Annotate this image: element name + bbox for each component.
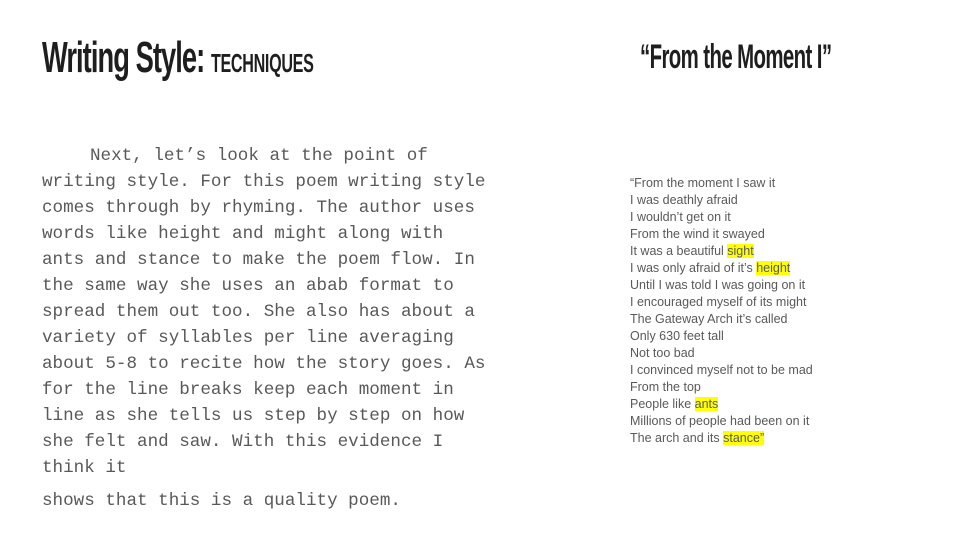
poem-line xyxy=(630,209,813,226)
poem-line xyxy=(630,362,813,379)
poem-line xyxy=(630,345,813,362)
poem-lines xyxy=(630,175,813,447)
poem-line xyxy=(630,311,813,328)
poem-line-text: Only 630 feet tall xyxy=(630,329,724,343)
highlighted-word: ants xyxy=(694,397,719,411)
poem-line-text: People like xyxy=(630,397,695,411)
poem-line-text: I was only afraid of it’s xyxy=(630,261,757,275)
body-paragraph: Next, let’s look at the point of writing style. For this poem writing style comes through by rhyming. The author uses words like height and might along with ants and stance to make the poem flow. In the same way she uses an abab format to spread them out too. She also has about a variety of syllables per line averaging about 5-8 to recite how the story goes. As for the line breaks keep each moment in line as she tells us step by step on how she felt and saw. With this evidence I think it xyxy=(42,146,496,478)
poem-line xyxy=(630,328,813,345)
body-last-line: shows that this is a quality poem. xyxy=(42,491,401,511)
highlighted-word: height xyxy=(756,261,791,275)
poem-line-text: The Gateway Arch it’s called xyxy=(630,312,788,326)
poem-line-text: It was a beautiful xyxy=(630,244,728,258)
poem-line-text: Until I was told I was going on it xyxy=(630,278,806,292)
poem-line-text: “From the moment I saw it xyxy=(630,176,776,190)
slide-title-sub: TECHNIQUES xyxy=(210,48,314,78)
poem-line-text: I wouldn’t get on it xyxy=(630,210,731,224)
poem-line xyxy=(630,243,813,260)
poem-line xyxy=(630,430,813,447)
poem-line xyxy=(630,413,813,430)
poem-title: “From the Moment I” xyxy=(640,38,832,76)
poem-line-text: I was deathly afraid xyxy=(630,193,738,207)
poem-line xyxy=(630,396,813,413)
highlighted-word: stance” xyxy=(723,431,765,445)
highlighted-word: sight xyxy=(727,244,754,258)
poem-line-text: From the wind it swayed xyxy=(630,227,765,241)
poem-line xyxy=(630,260,813,277)
slide-title xyxy=(42,33,314,82)
poem-line xyxy=(630,379,813,396)
poem-line xyxy=(630,192,813,209)
poem-line-text: I convinced myself not to be mad xyxy=(630,363,813,377)
poem-line-text: The arch and its xyxy=(630,431,724,445)
poem-line-text: Not too bad xyxy=(630,346,695,360)
poem-line xyxy=(630,175,813,192)
poem-line xyxy=(630,226,813,243)
poem-line xyxy=(630,294,813,311)
poem-line xyxy=(630,277,813,294)
poem-line-text: I encouraged myself of its might xyxy=(630,295,807,309)
slide-title-main: Writing Style: xyxy=(42,33,205,82)
poem-line-text: From the top xyxy=(630,380,701,394)
poem-line-text: Millions of people had been on it xyxy=(630,414,810,428)
